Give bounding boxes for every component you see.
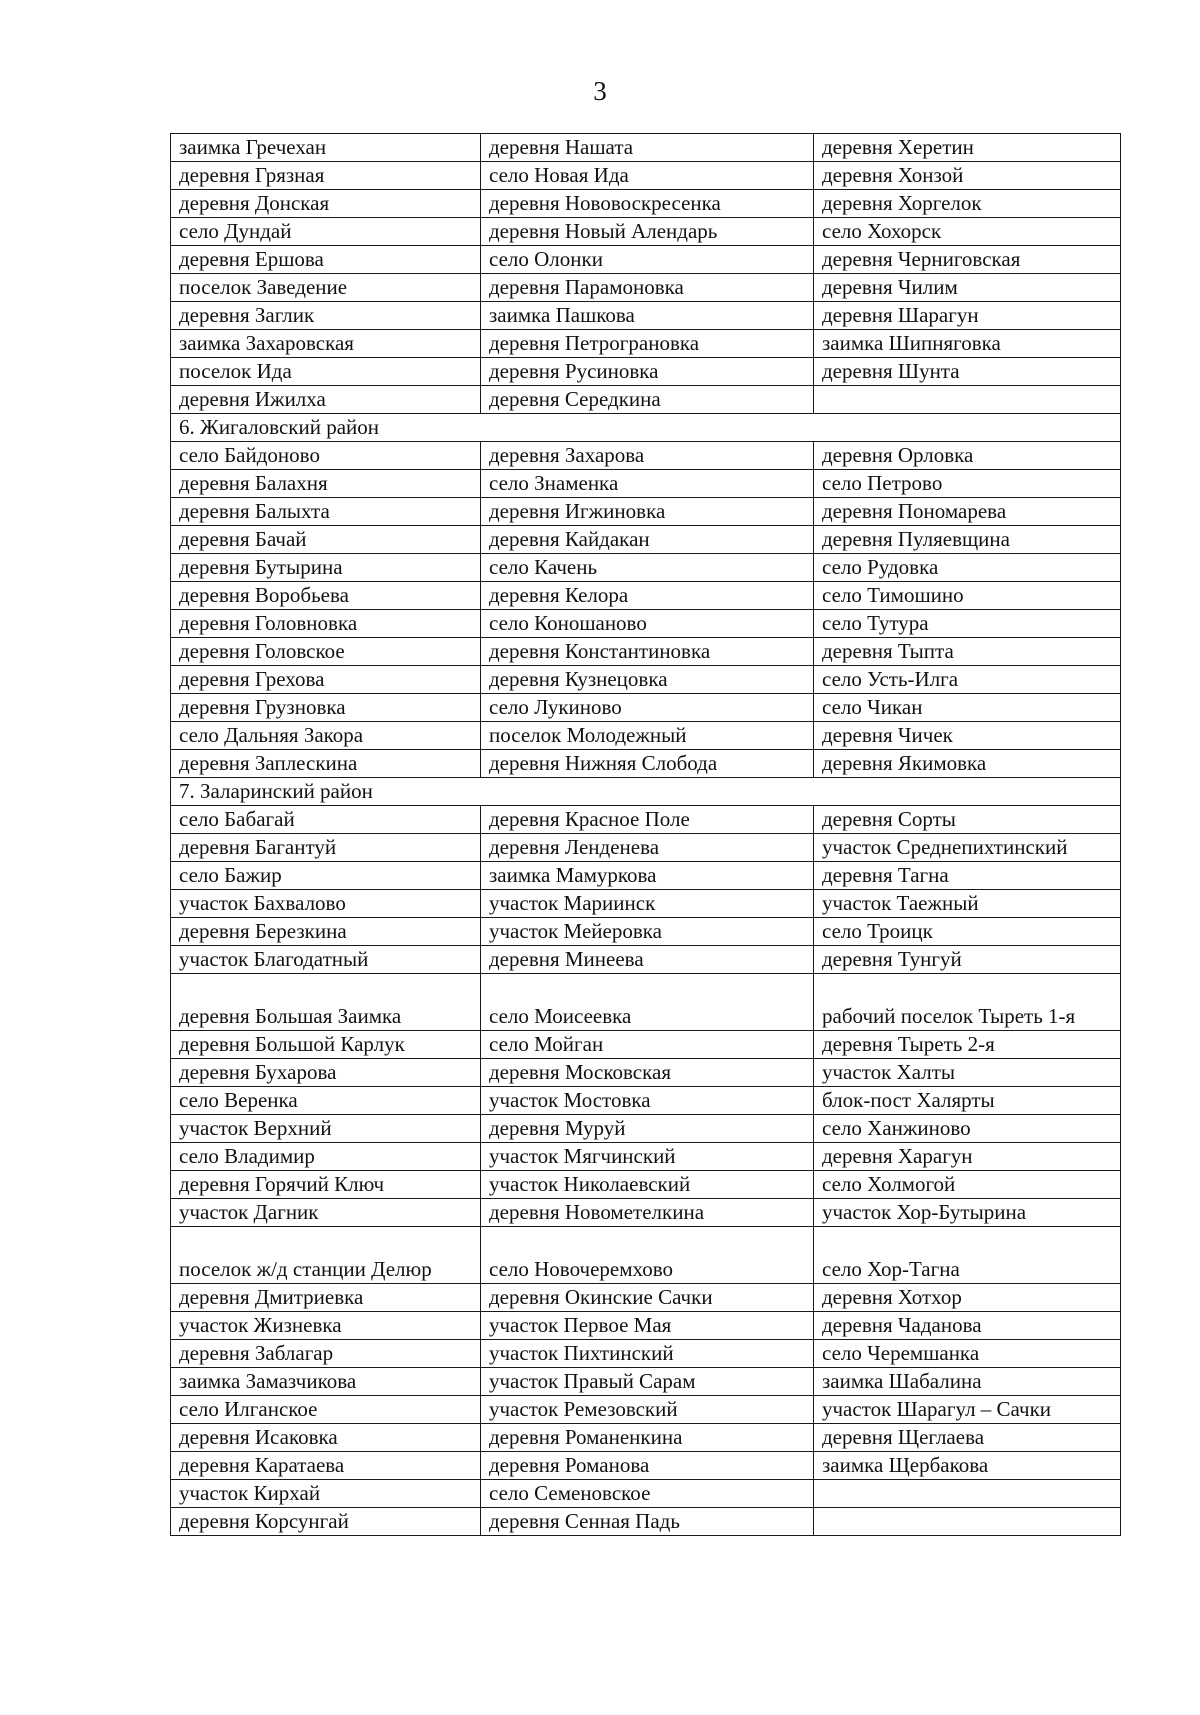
table-row [171,946,1121,974]
table-row [171,246,1121,274]
table-cell: поселок ж/д станции Делюр [171,1227,481,1284]
table-cell: деревня Горячий Ключ [171,1171,481,1199]
table-row [171,442,1121,470]
table-cell: участок Среднепихтинский [814,834,1121,862]
table-cell: заимка Щербакова [814,1452,1121,1480]
table-cell: деревня Красное Поле [481,806,814,834]
table-row [171,470,1121,498]
table-row [171,162,1121,190]
table-row [171,1284,1121,1312]
table-cell: участок Таежный [814,890,1121,918]
table-row [171,638,1121,666]
table-cell: село Тимошино [814,582,1121,610]
settlements-table [170,133,1121,1536]
table-cell: деревня Якимовка [814,750,1121,778]
table-row [171,582,1121,610]
table-cell: деревня Хонзой [814,162,1121,190]
table-cell: деревня Кузнецовка [481,666,814,694]
table-cell: деревня Щеглаева [814,1424,1121,1452]
table-row [171,1508,1121,1536]
table-cell: деревня Муруй [481,1115,814,1143]
table-row [171,694,1121,722]
table-cell: участок Мейеровка [481,918,814,946]
table-cell: деревня Новометелкина [481,1199,814,1227]
table-cell: деревня Московская [481,1059,814,1087]
table-cell: деревня Нововоскресенка [481,190,814,218]
table-cell: село Новая Ида [481,162,814,190]
table-cell: село Илганское [171,1396,481,1424]
table-cell: деревня Игжиновка [481,498,814,526]
table-cell: деревня Харагун [814,1143,1121,1171]
table-row [171,218,1121,246]
table-row [171,806,1121,834]
table-row [171,1227,1121,1284]
table-row [171,974,1121,1031]
table-cell: деревня Черниговская [814,246,1121,274]
table-cell: село Мойган [481,1031,814,1059]
table-cell: деревня Чилим [814,274,1121,302]
table-cell: деревня Каратаева [171,1452,481,1480]
table-row [171,1199,1121,1227]
table-cell: деревня Шунта [814,358,1121,386]
table-cell: участок Хор-Бутырина [814,1199,1121,1227]
table-cell: рабочий поселок Тыреть 1-я [814,974,1121,1031]
table-cell: участок Мариинск [481,890,814,918]
table-cell: деревня Шарагун [814,302,1121,330]
table-cell: поселок Молодежный [481,722,814,750]
table-cell: деревня Бачай [171,526,481,554]
table-row [171,134,1121,162]
table-cell: деревня Балыхта [171,498,481,526]
table-row [171,274,1121,302]
table-cell: село Усть-Илга [814,666,1121,694]
table-cell: деревня Русиновка [481,358,814,386]
table-row [171,722,1121,750]
table-cell: деревня Заглик [171,302,481,330]
table-cell: деревня Багантуй [171,834,481,862]
table-cell: участок Шарагул – Сачки [814,1396,1121,1424]
table-cell: деревня Тагна [814,862,1121,890]
table-cell: деревня Дмитриевка [171,1284,481,1312]
section-header-row [171,414,1121,442]
table-cell: заимка Пашкова [481,302,814,330]
table-cell: участок Николаевский [481,1171,814,1199]
table-cell: деревня Корсунгай [171,1508,481,1536]
table-cell: село Тутура [814,610,1121,638]
table-cell: село Коношаново [481,610,814,638]
table-cell: деревня Минеева [481,946,814,974]
table-row [171,1031,1121,1059]
table-cell: деревня Чичек [814,722,1121,750]
section-header: 6. Жигаловский район [171,414,1121,442]
table-cell: заимка Замазчикова [171,1368,481,1396]
table-cell: село Троицк [814,918,1121,946]
table-cell: деревня Бухарова [171,1059,481,1087]
table-row [171,1143,1121,1171]
table-cell: село Дундай [171,218,481,246]
table-cell: участок Кирхай [171,1480,481,1508]
table-row [171,1424,1121,1452]
table-cell: село Олонки [481,246,814,274]
table-cell: участок Жизневка [171,1312,481,1340]
table-cell: блок-пост Халярты [814,1087,1121,1115]
table-cell: участок Пихтинский [481,1340,814,1368]
table-row [171,750,1121,778]
table-cell: село Владимир [171,1143,481,1171]
table-row [171,918,1121,946]
table-cell [814,1508,1121,1536]
table-row [171,666,1121,694]
table-cell: деревня Заплескина [171,750,481,778]
table-row [171,1171,1121,1199]
table-row [171,1115,1121,1143]
section-header-row [171,778,1121,806]
table-row [171,834,1121,862]
table-cell: деревня Пономарева [814,498,1121,526]
table-row [171,890,1121,918]
table-cell: деревня Сорты [814,806,1121,834]
table-cell: село Бабагай [171,806,481,834]
table-cell: село Ханжиново [814,1115,1121,1143]
table-row [171,498,1121,526]
table-cell: заимка Шабалина [814,1368,1121,1396]
table-cell: село Лукиново [481,694,814,722]
table-cell: село Знаменка [481,470,814,498]
table-cell: деревня Донская [171,190,481,218]
table-cell: деревня Середкина [481,386,814,414]
table-cell: заимка Мамуркова [481,862,814,890]
table-cell: поселок Ида [171,358,481,386]
table-cell: деревня Нижняя Слобода [481,750,814,778]
table-cell: деревня Захарова [481,442,814,470]
table-cell: деревня Окинские Сачки [481,1284,814,1312]
table-cell: деревня Головское [171,638,481,666]
table-cell: село Петрово [814,470,1121,498]
table-cell: участок Мягчинский [481,1143,814,1171]
table-cell: село Байдоново [171,442,481,470]
table-cell: село Веренка [171,1087,481,1115]
table-cell: поселок Заведение [171,274,481,302]
table-row [171,610,1121,638]
table-cell: деревня Тыпта [814,638,1121,666]
table-cell: деревня Хотхор [814,1284,1121,1312]
table-cell: деревня Петрограновка [481,330,814,358]
table-row [171,358,1121,386]
table-cell: деревня Сенная Падь [481,1508,814,1536]
table-cell: село Новочеремхово [481,1227,814,1284]
settlements-table-body [171,134,1121,1536]
table-cell: село Моисеевка [481,974,814,1031]
table-cell: участок Халты [814,1059,1121,1087]
table-cell: село Рудовка [814,554,1121,582]
table-row [171,190,1121,218]
table-row [171,1087,1121,1115]
table-cell: село Хохорск [814,218,1121,246]
table-cell: село Черемшанка [814,1340,1121,1368]
table-cell: село Хор-Тагна [814,1227,1121,1284]
table-cell: деревня Орловка [814,442,1121,470]
table-cell: деревня Нашата [481,134,814,162]
table-cell: деревня Чаданова [814,1312,1121,1340]
table-cell: деревня Келора [481,582,814,610]
table-cell: деревня Тыреть 2-я [814,1031,1121,1059]
table-cell: деревня Грузновка [171,694,481,722]
table-cell [814,1480,1121,1508]
table-row [171,1340,1121,1368]
table-row [171,1312,1121,1340]
table-cell: деревня Херетин [814,134,1121,162]
table-row [171,1368,1121,1396]
table-cell: деревня Тунгуй [814,946,1121,974]
table-cell: деревня Пуляевщина [814,526,1121,554]
table-row [171,330,1121,358]
page-number: 3 [593,76,607,106]
section-header: 7. Заларинский район [171,778,1121,806]
table-row [171,554,1121,582]
table-cell: заимка Шипняговка [814,330,1121,358]
table-cell: деревня Большой Карлук [171,1031,481,1059]
table-cell: деревня Грехова [171,666,481,694]
table-cell: заимка Гречехан [171,134,481,162]
table-cell: деревня Кайдакан [481,526,814,554]
table-cell: участок Ремезовский [481,1396,814,1424]
table-cell: заимка Захаровская [171,330,481,358]
table-cell: деревня Новый Алендарь [481,218,814,246]
table-row [171,302,1121,330]
table-cell: деревня Ижилха [171,386,481,414]
table-cell: деревня Парамоновка [481,274,814,302]
table-cell: село Бажир [171,862,481,890]
table-cell: село Качень [481,554,814,582]
table-cell: село Чикан [814,694,1121,722]
table-cell: село Дальняя Закора [171,722,481,750]
table-cell [814,386,1121,414]
table-cell: деревня Романова [481,1452,814,1480]
table-cell: участок Верхний [171,1115,481,1143]
table-cell: участок Первое Мая [481,1312,814,1340]
table-row [171,1480,1121,1508]
table-cell: деревня Заблагар [171,1340,481,1368]
table-cell: село Семеновское [481,1480,814,1508]
table-cell: деревня Воробьева [171,582,481,610]
table-cell: участок Правый Сарам [481,1368,814,1396]
table-cell: участок Благодатный [171,946,481,974]
table-cell: деревня Грязная [171,162,481,190]
table-cell: деревня Балахня [171,470,481,498]
table-cell: село Холмогой [814,1171,1121,1199]
table-cell: деревня Константиновка [481,638,814,666]
table-cell: участок Мостовка [481,1087,814,1115]
table-cell: деревня Большая Заимка [171,974,481,1031]
table-cell: деревня Березкина [171,918,481,946]
table-cell: деревня Ленденева [481,834,814,862]
table-row [171,1452,1121,1480]
table-cell: деревня Ершова [171,246,481,274]
table-cell: деревня Романенкина [481,1424,814,1452]
table-cell: деревня Головновка [171,610,481,638]
table-cell: деревня Исаковка [171,1424,481,1452]
table-row [171,1059,1121,1087]
table-cell: участок Дагник [171,1199,481,1227]
table-row [171,526,1121,554]
table-cell: деревня Бутырина [171,554,481,582]
table-row [171,386,1121,414]
table-cell: участок Бахвалово [171,890,481,918]
table-cell: деревня Хоргелок [814,190,1121,218]
table-row [171,862,1121,890]
table-row [171,1396,1121,1424]
